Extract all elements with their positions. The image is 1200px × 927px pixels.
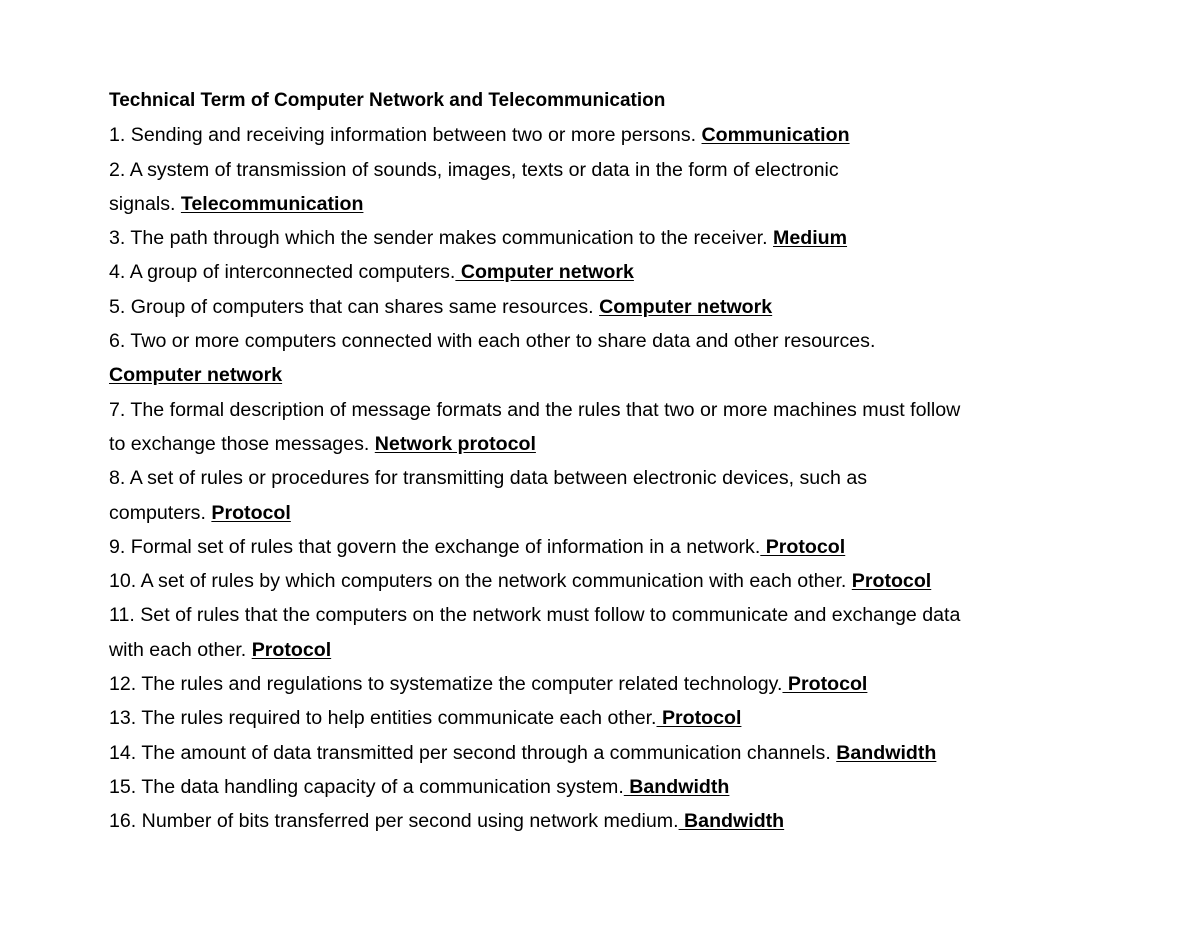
document-title: Technical Term of Computer Network and Telecommunication — [109, 90, 666, 111]
definition-text: 6. Two or more computers connected with each other to share data and other resources. — [109, 330, 876, 353]
answer-term: Protocol — [656, 707, 742, 730]
definition-line — [109, 770, 1109, 804]
definition-line — [109, 221, 1109, 255]
definition-text: 1. Sending and receiving information between two or more persons. — [109, 124, 702, 147]
definition-line — [109, 598, 1109, 632]
definition-line — [109, 153, 1109, 187]
answer-term: Protocol — [851, 570, 932, 593]
definition-line — [109, 530, 1109, 564]
definition-text: 7. The formal description of message formats and the rules that two or more machines must follow — [109, 398, 961, 421]
definition-text: signals. — [109, 192, 181, 215]
definition-text: 14. The amount of data transmitted per second through a communication channels. — [109, 741, 837, 764]
definition-text: 16. Number of bits transferred per second using network medium. — [109, 810, 679, 833]
definition-line — [109, 255, 1109, 289]
definition-line — [109, 427, 1109, 461]
definition-line — [109, 736, 1109, 770]
definition-line — [109, 564, 1109, 598]
definition-line — [109, 290, 1109, 324]
answer-term: Bandwidth — [836, 741, 937, 764]
answer-term: Protocol — [782, 673, 868, 696]
definition-text: 8. A set of rules or procedures for transmitting data between electronic devices, such as — [109, 467, 868, 490]
definition-line — [109, 461, 1109, 495]
definition-line — [109, 701, 1109, 735]
definition-line — [109, 118, 1109, 152]
definition-text: 13. The rules required to help entities communicate each other. — [109, 707, 657, 730]
definition-line — [109, 358, 1109, 392]
definition-text: 9. Formal set of rules that govern the exchange of information in a network. — [109, 535, 761, 558]
definition-text: 15. The data handling capacity of a communication system. — [109, 775, 624, 798]
definition-text: to exchange those messages. — [109, 432, 375, 455]
answer-term: Communication — [701, 124, 850, 147]
answer-term: Computer network — [599, 295, 773, 318]
definition-text: 2. A system of transmission of sounds, images, texts or data in the form of electronic — [109, 158, 839, 181]
answer-term: Protocol — [251, 638, 332, 661]
answer-term: Bandwidth — [678, 810, 785, 833]
document-page — [109, 84, 1109, 839]
definition-line — [109, 496, 1109, 530]
answer-term: Telecommunication — [180, 192, 364, 215]
definition-text: 4. A group of interconnected computers. — [109, 261, 456, 284]
definition-line — [109, 324, 1109, 358]
definition-list — [109, 118, 1109, 838]
definition-text: 3. The path through which the sender makes communication to the receiver. — [109, 227, 774, 250]
answer-term: Medium — [773, 227, 848, 250]
definition-text: 10. A set of rules by which computers on the network communication with each other. — [109, 570, 852, 593]
definition-text: 12. The rules and regulations to systematize the computer related technology. — [109, 673, 783, 696]
definition-text: with each other. — [109, 638, 252, 661]
answer-term: Network protocol — [374, 432, 536, 455]
definition-line — [109, 667, 1109, 701]
answer-term: Protocol — [760, 535, 846, 558]
answer-term: Bandwidth — [623, 775, 730, 798]
definition-text: 11. Set of rules that the computers on the network must follow to communicate and exchange data — [109, 604, 961, 627]
answer-term: Protocol — [211, 501, 291, 524]
definition-line — [109, 187, 1109, 221]
answer-term: Computer network — [455, 261, 634, 284]
definition-line — [109, 393, 1109, 427]
definition-line — [109, 804, 1109, 838]
definition-text: 5. Group of computers that can shares same resources. — [109, 295, 600, 318]
definition-line — [109, 633, 1109, 667]
answer-term: Computer network — [109, 364, 283, 387]
definition-text: computers. — [109, 501, 212, 524]
